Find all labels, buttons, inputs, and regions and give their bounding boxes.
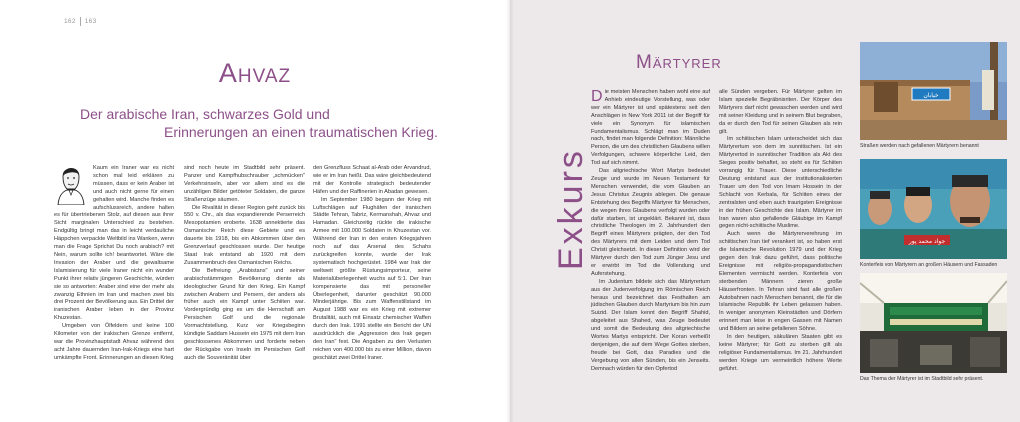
svg-text:خیابان: خیابان: [923, 92, 939, 99]
photo-caption-1: Straßen werden nach gefallenen Märtyrern benannt: [860, 143, 979, 149]
page-number-left: 162: [64, 18, 76, 26]
rcol1-paragraph-1: ie meisten Menschen haben wohl eine auf Anhieb eindeutige Vorstellung, was oder wer ein Märtyrer ist und spätestens seit den Anschlägen in New York 2011 ist der Begriff für viele ein Synonym für islamischen Fundamentalismus. Schlägt man im Duden nach, findet man folgende Definition: Männliche Person, die um des christlichen Glaubens willen Verfolgungen, schwere körperliche Leid, den Tod auf sich nimmt.: [591, 89, 710, 167]
rcol1-paragraph-2: Das altgriechische Wort Martys bedeutet Zeuge und wurde im Neuen Testament für Menschen verwendet, die vom Glauben an Jesus Christus Zeugnis ablegen. Die genaue Entstehung des Begriffs Märtyrer für Menschen, die wegen ihres Glaubens verfolgt wurden oder dafür starben, ist ungeklärt. Bekannt ist, dass christliche Theologen im 2. Jahrhundert den Begriff eines Märtyrers prägten, der den Tod des Märtyrers mit dem Leiden und dem Tod Christi gleichsetzt. In dieser Definition wird der Märtyrer durch den Tod zum Jünger Jesu und er erwirbt im Tod die Vollendung und Auferstehung.: [591, 168, 710, 277]
photo-caption-3: Das Thema der Märtyrer ist im Stadtbild sehr präsent.: [860, 376, 984, 382]
martyr-mural-photo: [860, 159, 1007, 259]
drop-cap: D: [591, 88, 603, 105]
page-number-right: 163: [84, 18, 97, 26]
right-text-column-1: [591, 89, 710, 374]
rcol2-paragraph-3: Auch wenn die Märtyrerverehrung im schiitischen Iran tief verankert ist, so haben erst die Islamische Revolution 1979 und der Krieg gegen den Irak dazu geführt, dass politische Ereignisse mit religiös-propagandistischen Elementen vermischt werden. Konterfeis von sterbenden Männern zieren große Häuserfronten. In Tehran sind fast alle großen Autobahnen nach Menschen benannt, die für die Islamische Republik ihr Leben gelassen haben. In weniger anonymen Kleinstädten und Dörfern erinnert man leise in engen Gassen mit Namen und Bildern an seine gefallenen Söhne.: [719, 231, 842, 333]
rcol2-paragraph-2: Im schiitischen Islam unterscheidet sich das Märtyrertum von dem im sunnitischen. Ist ein Märtyrertod in sunnitischer Tradition als Akt des Sieges positiv behaftet, so steht es für Schiiten vorrangig für Trauer. Diese unterschiedliche Deutung entstand aus der institutionalisierten Trauer um den Tod von Imam Hossein in der Schlacht von Kerbala, für Schiiten eines der zentralsten und eben auch traurigsten Ereignisse in der frühen Geschichte des Islam. Märtyrer im Iran waren also gefallende Gläubige im Kampf gegen nicht-schiitische Muslime.: [719, 136, 842, 230]
col3-paragraph-1: den Grenzfluss Schaat al-Arab oder Arvandrud, wie er im Iran heißt. Das wäre gleichbedeutend mit der Kontrolle strategisch bedeutender Häfen und der Raffinerien in Abadan gewesen.: [313, 165, 431, 195]
street-banner-photo: [860, 273, 1007, 373]
right-text-column-2: [719, 89, 842, 374]
subtitle-line-2: Erinnerungen an einen traumatischen Krieg.: [164, 124, 438, 140]
street-sign-photo: [860, 42, 1007, 140]
photo-caption-2: Konterfeis von Märtyrern an großen Häusern und Fassaden: [860, 262, 998, 268]
col1-paragraph-1: Kaum ein Iraner war es nicht schon mal leid erklären zu müssen, dass er kein Araber ist und auch nicht gerne für einen gehalten wird. Manche finden es aufschlussreich, andere halten es für übertriebenen Stolz, auf diesen aus ihrer Sicht marginalen Unterschied zu bestehen. Endgültig bringt man das in leicht verdauliche Häppchen verpackte Weltbild ins Wanken, wenn man die Frage Sprichst Du noch arabisch? mit Nein, warum sollte ich! beantwortet. Wäre die Invasion der Araber und die gewaltsame Islamisierung für viele Iraner nicht ein wunder Punkt ihrer relativ jüngeren Geschichte, würden sie so antworten: Araber sind eine der mehr als zwanzig Ethnien im Iran und machen zwei bis drei Prozent der Bevölkerung aus. Ein Drittel der iranischen Araber leben in der Provinz Khuzestan.: [54, 165, 175, 322]
col2-paragraph-3: Die Befreiung „Arabistans" und seiner arabischstämmigen Bevölkerung diente als ideologischer Grund für den Krieg. Ein Kampf zwischen Arabern und Persern, der anders als früher auch ein Kampf unter Schiiten war. Vordergründig ging es um die Herrschaft am Persischen Golf und die regionale Vormachtstellung. Kurz vor Kriegsbeginn kündigte Saddam Hussein ein 1975 mit dem Iran geschlossenes Abkommen und forderte neben der Rückgabe von Inseln im Persischen Golf auch die Souveränität über: [184, 267, 305, 361]
text-column-1: [54, 165, 174, 363]
col1-paragraph-2: Umgeben von Ölfeldern und keine 100 Kilometer von der irakischen Grenze entfernt, war die Provinzhauptstadt Ahvaz während des acht Jahre dauernden Iran-Irak-Kriegs eine hart umkämpfte Front. Erinnerungen an diesen Krieg: [54, 323, 174, 361]
mural-sign-text: جواد محمد پور: [908, 238, 946, 245]
rcol1-paragraph-3: Im Judentum bildete sich das Märtyrertum aus der Judenverfolgung im Römischen Reich heraus und bezeichnet das Festhalten am jüdischen Glauben durch Martyrium bis hin zum Suizid. Der Islam kennt den Begriff Shahid, abgeleitet aus Shahed, was Zeuge bedeutet und somit die Bedeutung des altgriechische Wortes Martys entspricht. Der Koran verheißt denjenigen, die auf dem Wege Gottes sterben, freude bei Gott, das Paradies und die Vergebung von allen Sünden, bis ein Jenseits. Demnach würden für den Opfertod: [591, 278, 710, 372]
subtitle-line-1: Der arabische Iran, schwarzes Gold und: [80, 106, 330, 122]
author-portrait-image: [54, 165, 88, 205]
text-column-3: [313, 165, 431, 363]
exkurs-vertical-label: Exkurs: [552, 148, 590, 270]
col3-paragraph-2: Im September 1980 begann der Krieg mit Luftschlägen auf Flughäfen der iranischen Städte Tehran, Tabriz, Kermanshah, Ahvaz und Hamadan. Gleichzeitig rückte die irakische Armee mit 100.000 Soldaten in Khuzestan vor. Während der Iran in den ersten Kriegsjahren noch auf das Arsenal des Schahs zurückgreifen konnte, wurde der Irak systematisch hochgerüstet. 1984 war Irak der weltweit größte Rüstungsimporteur, seine Materialüberlegenheit wuchs auf 5:1. Der Iran kompensierte das mit personeller Überlegenheit, darunter geschätzt 90.000 Minderjährige. Bis zum Waffenstillstand im August 1988 war es ein Krieg mit extremer Brutalität, auch mit Einsatz chemischer Waffen durch den Irak. 1991 stellte ein Bericht der UN ausdrücklich die „Aggression des Irak gegen den Iran" fest. Die Angaben zu den Verlusten reichen von 400.000 bis zu einer Million, davon geschätzt zwei Drittel Iraner.: [313, 196, 431, 361]
sidebar-title: Märtyrer: [636, 52, 722, 73]
text-column-2: [184, 165, 305, 363]
page-numbers: [64, 17, 97, 26]
col2-paragraph-2: Die Rivalität in dieser Region geht zurück bis 550 v. Chr., als das expandierende Perserreich Mesopotamien eroberte. 1638 annektierte das Osmanische Reich diese Gebiete und es dauerte bis 1918, bis ein Abkommen über den Grenzverlauf geschlossen wurde. Der heutige Staat Irak entstand ab 1920 mit dem Zusammenbruch des Osmanischen Reichs.: [184, 204, 305, 266]
col2-paragraph-1: sind noch heute im Stadtbild sehr präsent. Panzer und Kampfhubschrauber „schmücken" Verkehrsinseln, aber vor allem sind es die unzähligen Bilder getöteter Soldaten, die ganze Straßenzüge säumen.: [184, 165, 305, 203]
rcol2-paragraph-4: In den heutigen, säkulären Staaten gibt es keine Märtyrer; für Gott zu sterben gilt als religiöser Fundamentalismus. Im 21. Jahrhundert werden Kriege um vermeintlich höhere Werte geführt.: [719, 334, 842, 372]
page-title: Ahvaz: [218, 58, 292, 88]
rcol2-paragraph-1: alle Sünden vergeben. Für Märtyrer gelten im Islam spezielle Begräbnisriten. Der Körper des Märtyrers darf nicht gewaschen werden und wird mit seiner Kleidung und in seinem Blut begraben, da er durch den Tod für seinen Glauben als rein gilt.: [719, 89, 842, 135]
